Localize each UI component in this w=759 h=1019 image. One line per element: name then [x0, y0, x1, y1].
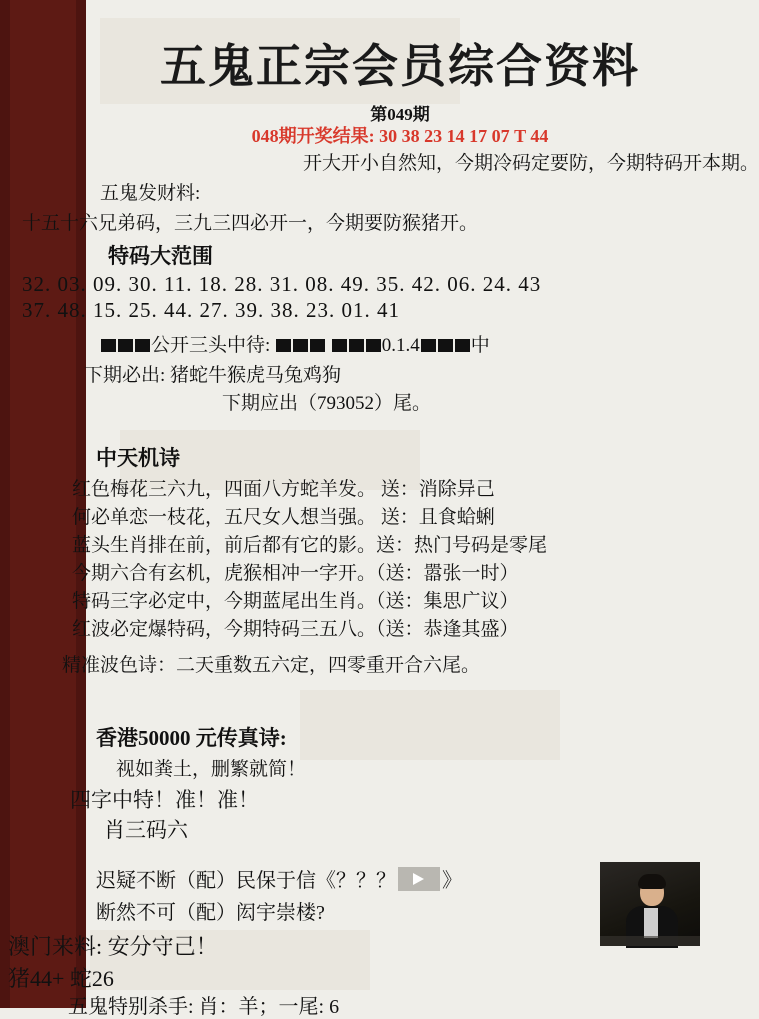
special-killer: 五鬼特别杀手: 肖：羊；一尾: 6: [68, 996, 340, 1018]
photo-stripe: [600, 936, 700, 946]
intro-line-1: 开大开小自然知，今期冷码定要防，今期特码开本期。: [303, 153, 759, 174]
poem-line: 精准波色诗：二天重数五六定，四零重开合六尾。: [62, 655, 481, 676]
host-photo: [600, 862, 700, 946]
intro-line-3: 十五十六兄弟码，三九三四必开一，今期要防猴猪开。: [22, 213, 479, 234]
open-value: 0.1.4: [381, 335, 420, 356]
poem-line: 特码三字必定中，今期蓝尾出生肖。（送：集思广议）: [72, 591, 519, 612]
page-title: 五鬼正宗会员综合资料: [160, 39, 640, 93]
poem-line: 蓝头生肖排在前，前后都有它的影。送：热门号码是零尾: [72, 535, 548, 556]
intro-line-2: 五鬼发财料:: [100, 183, 201, 204]
block-icon: [366, 339, 381, 352]
open-three-heads: [100, 330, 490, 357]
block-icon: [101, 339, 116, 352]
footer-codes: 猪44+ 蛇26: [8, 966, 114, 991]
block-icon: [276, 339, 291, 352]
block-icon: [349, 339, 364, 352]
range-row-2: 37. 48. 15. 25. 44. 27. 39. 38. 23. 01. 41: [22, 298, 400, 322]
riddle-line-1-b: 》: [442, 870, 462, 892]
riddle-line-1-a: 迟疑不断（配）民保于信《: [96, 870, 336, 892]
block-icon: [135, 339, 150, 352]
open-label: 公开三头中待:: [151, 335, 271, 356]
poem-title: 中天机诗: [96, 446, 180, 470]
question-marks: ？？？: [336, 870, 396, 892]
block-icon: [438, 339, 453, 352]
range-row-1: 32. 03. 09. 30. 11. 18. 28. 31. 08. 49. 35. 42. 06. 24. 43: [22, 272, 542, 296]
riddle-line-1: [96, 864, 462, 893]
hk-fax-title: 香港50000 元传真诗:: [96, 726, 287, 750]
block-icon: [310, 339, 325, 352]
hk-fax-line-2: 四字中特！准！准！: [70, 788, 259, 812]
poem-line: 红色梅花三六九，四面八方蛇羊发。 送：消除异己: [72, 479, 495, 500]
range-title: 特码大范围: [108, 244, 213, 268]
poem-line: 何必单恋一枝花，五尺女人想当强。 送：且食蛤蜊: [72, 507, 495, 528]
hk-fax-line-1: 视如粪土，删繁就简！: [116, 759, 307, 780]
riddle-line-2: 断然不可（配）闳宇崇楼?: [96, 902, 325, 924]
previous-draw-result: 048期开奖结果: 30 38 23 14 17 07 T 44: [251, 126, 549, 146]
poem-line: 今期六合有玄机，虎猴相冲一字开。（送：嚣张一时）: [72, 563, 519, 584]
play-button-icon[interactable]: [398, 867, 440, 891]
block-icon: [293, 339, 308, 352]
hk-fax-line-3: 肖三码六: [104, 818, 188, 842]
poem-line: 红波必定爆特码，今期特码三五八。（送：恭逢其盛）: [72, 619, 519, 640]
next-must-open: 下期必出: 猪蛇牛猴虎马兔鸡狗: [84, 365, 342, 386]
photo-hair: [638, 874, 666, 889]
block-icon: [332, 339, 347, 352]
macau-material: 澳门来料: 安分守己！: [8, 934, 218, 959]
next-tail: 下期应出（793052）尾。: [222, 393, 432, 414]
block-icon: [421, 339, 436, 352]
block-icon: [118, 339, 133, 352]
block-icon: [455, 339, 470, 352]
open-suffix: 中: [470, 335, 490, 356]
issue-number: 第049期: [370, 105, 430, 124]
photo-shirt: [644, 908, 658, 938]
